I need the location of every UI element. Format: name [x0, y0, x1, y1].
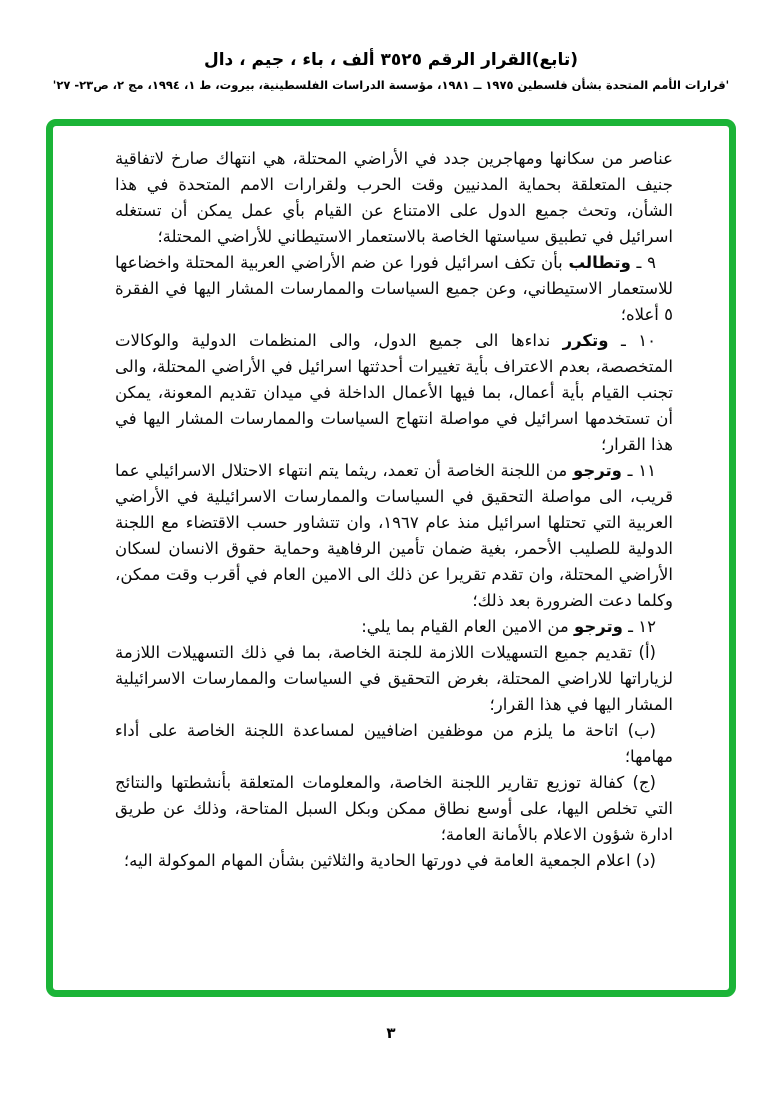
resolution-body — [115, 146, 673, 874]
paragraph-text: تقديم جميع التسهيلات اللازمة للجنة الخاصة، بما في ذلك التسهيلات اللازمة لزياراتها للاراضي المحتلة، بغرض التحقيق في السياسات والممارسات الاسرائيلية المشار اليها في هذا القرار؛ — [115, 643, 673, 714]
paragraph-clause-10 — [115, 328, 673, 458]
paragraph-text: كفالة توزيع تقارير اللجنة الخاصة، والمعلومات المتعلقة بأنشطتها والنتائج التي تخلص اليها، على أوسع نطاق ممكن وبكل السبل المتاحة، وذلك عن طريق ادارة شؤون الاعلام بالأمانة العامة؛ — [115, 773, 673, 844]
paragraph-subitem-j — [115, 770, 673, 848]
paragraph-subitem-a — [115, 640, 673, 718]
paragraph-text: عناصر من سكانها ومهاجرين جدد في الأراضي المحتلة، هي انتهاك صارخ لاتفاقية جنيف المتعلقة بحماية المدنيين وقت الحرب ولقرارات الامم المتحدة في هذا الشأن، وتحث جميع الدول على الامتناع عن القيام بأي عمل يمكن أن تستغله اسرائيل في تطبيق سياستها الخاصة بالاستعمار الاستيطاني للأراضي المحتلة؛ — [115, 149, 673, 246]
clause-verb: وترجو — [572, 461, 622, 480]
paragraph-clause-12 — [115, 614, 673, 640]
clause-number: ١١ ـ — [621, 461, 656, 480]
subitem-letter: (أ) — [631, 643, 656, 662]
paragraph-text: من اللجنة الخاصة أن تعمد، ريثما يتم انتهاء الاحتلال الاسرائيلي عما قريب، الى مواصلة التحقيق في السياسات والممارسات الاسرائيلية في الأراضي العربية التي تحتلها اسرائيل منذ عام ١٩٦٧، وان تتشاور حسب الاقتضاء مع اللجنة الدولية للصليب الأحمر، بغية ضمان تأمين الرفاهية وحماية حقوق الانسان لسكان الأراضي المحتلة، وان تقدم تقريرا عن ذلك الى الامين العام في أقرب وقت ممكن، وكلما دعت الضرورة بعد ذلك؛ — [115, 461, 673, 610]
highlight-border-box — [46, 119, 736, 997]
subitem-letter: (ج) — [624, 773, 656, 792]
page-header — [0, 50, 782, 92]
clause-number: ١٢ ـ — [622, 617, 656, 636]
page-number: ٣ — [386, 1024, 396, 1042]
source-citation: 'قرارات الأمم المتحدة بشأن فلسطين ١٩٧٥ ــ ١٩٨١، مؤسسة الدراسات الفلسطينية، بيروت، ط ١، ١٩٩٤، مج ٢، ص٢٣- ٢٧' — [52, 78, 730, 92]
subitem-letter: (د) — [630, 851, 656, 870]
subitem-letter: (ب) — [618, 721, 656, 740]
paragraph-subitem-b — [115, 718, 673, 770]
clause-verb: وتطالب — [568, 253, 631, 272]
paragraph-text: بأن تكف اسرائيل فورا عن ضم الأراضي العربية المحتلة واخضاعها للاستعمار الاستيطاني، وعن جميع السياسات والممارسات المشار اليها في الفقرة ٥ أعلاه؛ — [115, 253, 673, 324]
clause-verb: وترجو — [573, 617, 623, 636]
paragraph-subitem-d — [115, 848, 673, 874]
paragraph-continuation — [115, 146, 673, 250]
paragraph-clause-11 — [115, 458, 673, 614]
paragraph-text: اتاحة ما يلزم من موظفين اضافيين لمساعدة اللجنة الخاصة على أداء مهامها؛ — [115, 721, 673, 766]
paragraph-text: من الامين العام القيام بما يلي: — [361, 617, 574, 636]
paragraph-text: نداءها الى جميع الدول، والى المنظمات الدولية والوكالات المتخصصة، بعدم الاعتراف بأية تغييرات أحدثتها اسرائيل في الأراضي المحتلة، والى تجنب القيام بأية أعمال، بما فيها الأعمال الداخلة في ميدان تقديم المعونة، يمكن أن تستخدمها اسرائيل في مواصلة انتهاج السياسات والممارسات المشار اليها في هذا القرار؛ — [115, 331, 673, 454]
clause-number: ٩ ـ — [630, 253, 657, 272]
resolution-title: (تابع)القرار الرقم ٣٥٢٥ ألف ، باء ، جيم ، دال — [203, 50, 579, 70]
clause-verb: وتكرر — [562, 331, 609, 350]
paragraph-text: اعلام الجمعية العامة في دورتها الحادية والثلاثين بشأن المهام الموكولة اليه؛ — [123, 851, 631, 870]
clause-number: ١٠ ـ — [608, 331, 657, 350]
paragraph-clause-9 — [115, 250, 673, 328]
